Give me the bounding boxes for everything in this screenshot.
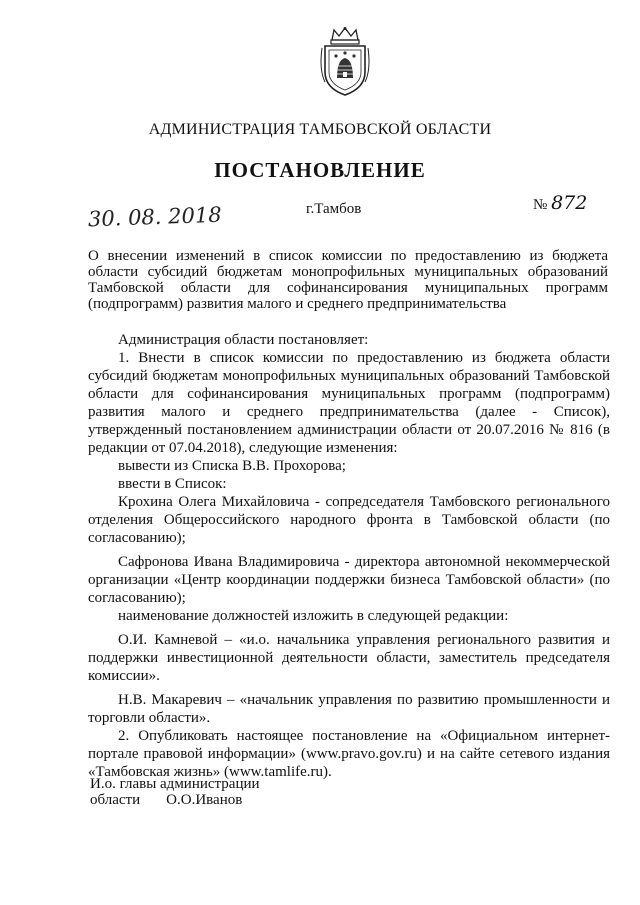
organization-name: АДМИНИСТРАЦИЯ ТАМБОВСКОЙ ОБЛАСТИ xyxy=(148,121,492,138)
document-subject: О внесении изменений в список комиссии по предоставлению из бюджета области субсидий бюджетам монопрофильных муниципальных образований Тамбовской области для софинансирования муниципальных программ (подпрограмм) развития малого и среднего предпринимательства xyxy=(88,248,608,312)
new-member-2: Сафронова Ивана Владимировича - директора автономной некоммерческой организации «Центр координации поддержки бизнеса Тамбовской области» (по согласованию); xyxy=(88,554,610,606)
document-city: г.Тамбов xyxy=(306,201,362,217)
signature-block xyxy=(90,776,260,808)
document-number xyxy=(533,192,587,214)
document-body xyxy=(88,331,610,781)
tambov-coat-of-arms-icon xyxy=(316,26,374,98)
signatory-position-line1: И.о. главы администрации xyxy=(90,776,260,792)
rename-1: О.И. Камневой – «и.о. начальника управления регионального развития и поддержки инвестиционной деятельности области, заместитель председателя комиссии». xyxy=(88,632,610,684)
new-member-1: Крохина Олега Михайловича - сопредседателя Тамбовского регионального отделения Общероссийского народного фронта в Тамбовской области (по согласованию); xyxy=(88,494,610,546)
add-members-intro: ввести в Список: xyxy=(118,476,227,492)
signatory-position-line2: области xyxy=(90,792,141,808)
number-value: 872 xyxy=(551,192,588,214)
clause-2: 2. Опубликовать настоящее постановление на «Официальном интернет-портале правовой информации» (www.pravo.gov.ru) и на сайте сетевого издания «Тамбовская жизнь» (www.tamlife.ru). xyxy=(88,728,610,780)
rename-2: Н.В. Макаревич – «начальник управления по развитию промышленности и торговли области». xyxy=(88,692,610,726)
remove-member: вывести из Списка В.В. Прохорова; xyxy=(118,458,346,474)
document-type: ПОСТАНОВЛЕНИЕ xyxy=(214,158,426,182)
signatory-name: О.О.Иванов xyxy=(166,792,243,808)
document-date: 30. 08. 2018 xyxy=(87,202,222,232)
preamble: Администрация области постановляет: xyxy=(118,332,369,348)
number-label: № xyxy=(533,197,548,213)
clause-1: 1. Внести в список комиссии по предоставлению из бюджета области субсидий бюджетам монопрофильных муниципальных образований Тамбовской области для софинансирования муниципальных программ (подпрограмм) развития малого и среднего предпринимательства (далее - Список), утвержденный постановлением администрации области от 20.07.2016 № 816 (в редакции от 07.04.2018), следующие изменения: xyxy=(88,350,610,456)
rename-intro: наименование должностей изложить в следующей редакции: xyxy=(118,608,509,624)
